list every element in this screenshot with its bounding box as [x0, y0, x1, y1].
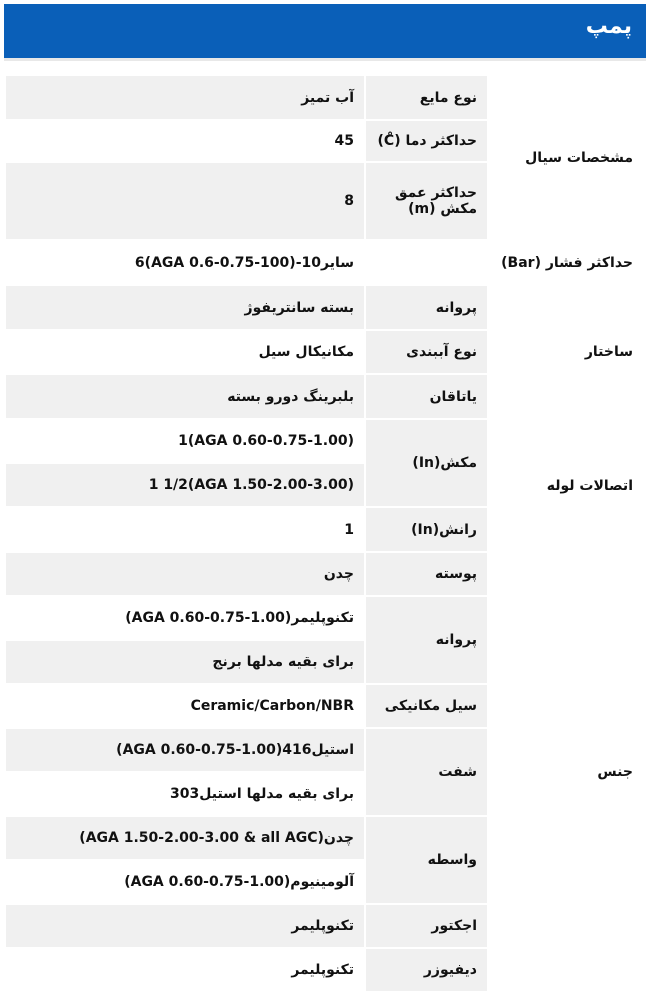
max-suction-depth-label: حداکثر عمق مکش (m) [365, 162, 488, 240]
group-fluid-specs: مشخصات سیال [488, 75, 644, 240]
mechanical-seal-value: Ceramic/Carbon/NBR [5, 684, 365, 728]
material-impeller-label: پروانه [365, 596, 488, 684]
max-temp-value: 45 [5, 120, 365, 162]
shaft-label: شفت [365, 728, 488, 816]
header-bar [4, 4, 646, 61]
adapter-label: واسطه [365, 816, 488, 904]
max-pressure-value: سایر10-(AGA 0.6-0.75-100)6 [5, 240, 365, 285]
diffuser-label: دیفیوزر [365, 948, 488, 992]
seal-type-label: نوع آببندی [365, 330, 488, 374]
material-impeller-value-2: برای بقیه مدلها برنج [5, 640, 365, 684]
diffuser-value: تکنوپلیمر [5, 948, 365, 992]
discharge-value: 1 [5, 507, 365, 552]
table-row [5, 285, 644, 330]
suction-value-2: 1 1/2(AGA 1.50-2.00-3.00) [5, 463, 365, 507]
spec-table [4, 74, 645, 993]
table-row [5, 75, 644, 120]
structure-impeller-value: بسته سانتریفوژ [5, 285, 365, 330]
table-row [5, 552, 644, 596]
adapter-value-2: آلومینیوم(AGA 0.60-0.75-1.00) [5, 860, 365, 904]
casing-value: چدن [5, 552, 365, 596]
structure-impeller-label: پروانه [365, 285, 488, 330]
adapter-value-1: چدن(AGA 1.50-2.00-3.00 & all AGC) [5, 816, 365, 860]
table-row [5, 419, 644, 463]
fluid-type-label: نوع مایع [365, 75, 488, 120]
group-pipe-connections: اتصالات لوله [488, 419, 644, 552]
shaft-value-1: استیل416(AGA 0.60-0.75-1.00) [5, 728, 365, 772]
discharge-label: رانش(In) [365, 507, 488, 552]
page-title: پمپ [585, 14, 632, 39]
mechanical-seal-label: سیل مکانیکی [365, 684, 488, 728]
bearing-value: بلبرینگ دورو بسته [5, 374, 365, 419]
suction-label: مکش(In) [365, 419, 488, 507]
group-structure: ساختار [488, 285, 644, 419]
ejector-value: تکنوپلیمر [5, 904, 365, 948]
shaft-value-2: برای بقیه مدلها استیل303 [5, 772, 365, 816]
table-row [5, 240, 644, 285]
fluid-type-value: آب تمیز [5, 75, 365, 120]
max-suction-depth-value: 8 [5, 162, 365, 240]
group-material: جنس [488, 552, 644, 992]
material-impeller-value-1: تکنوپلیمر(AGA 0.60-0.75-1.00) [5, 596, 365, 640]
max-pressure-label: حداکثر فشار (Bar) [365, 240, 644, 285]
suction-value-1: 1(AGA 0.60-0.75-1.00) [5, 419, 365, 463]
ejector-label: اجکتور [365, 904, 488, 948]
bearing-label: یاتاقان [365, 374, 488, 419]
max-temp-label: حداکثر دما (C̊) [365, 120, 488, 162]
seal-type-value: مکانیکال سیل [5, 330, 365, 374]
casing-label: پوسته [365, 552, 488, 596]
